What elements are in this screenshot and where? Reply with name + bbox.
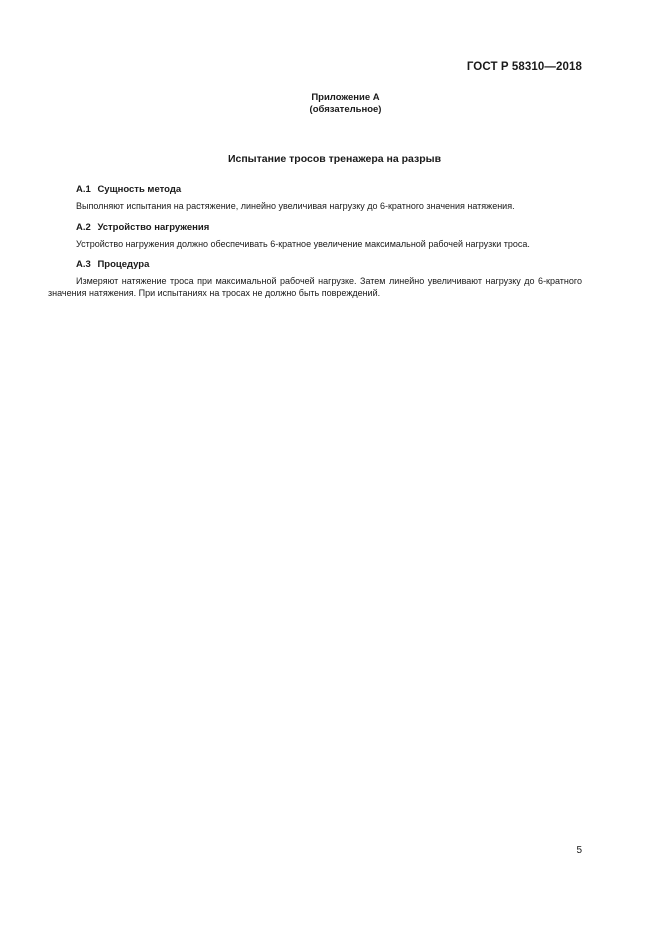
section-number: А.1 xyxy=(76,184,91,195)
appendix-heading xyxy=(0,92,661,116)
section-heading xyxy=(48,259,582,271)
section-text: Выполняют испытания на растяжение, линейно увеличивая нагрузку до 6-кратного значения натяжения. xyxy=(76,201,515,211)
section-title: Сущность метода xyxy=(97,184,182,195)
section-a1 xyxy=(48,184,582,213)
section-number: А.3 xyxy=(76,259,91,270)
page-number: 5 xyxy=(576,845,582,856)
appendix-status: (обязательное) xyxy=(309,104,382,115)
section-title: Процедура xyxy=(97,259,150,270)
section-title: Устройство нагружения xyxy=(97,222,210,233)
section-text: Измеряют натяжение троса при максимальной рабочей нагрузке. Затем линейно увеличивают нагрузку до 6-кратного значения натяжения. При испытаниях на тросах не должно быть повреждений. xyxy=(48,276,582,298)
section-text: Устройство нагружения должно обеспечивать 6-кратное увеличение максимальной рабочей нагрузки троса. xyxy=(76,239,530,249)
section-number: А.2 xyxy=(76,222,91,233)
standard-code: ГОСТ Р 58310—2018 xyxy=(466,61,582,73)
section-a2 xyxy=(48,222,582,251)
section-heading xyxy=(48,222,582,234)
section-a3 xyxy=(48,259,582,299)
document-title: Испытание тросов тренажера на разрыв xyxy=(227,153,442,165)
section-heading xyxy=(48,184,582,196)
appendix-label: Приложение А xyxy=(311,92,380,103)
